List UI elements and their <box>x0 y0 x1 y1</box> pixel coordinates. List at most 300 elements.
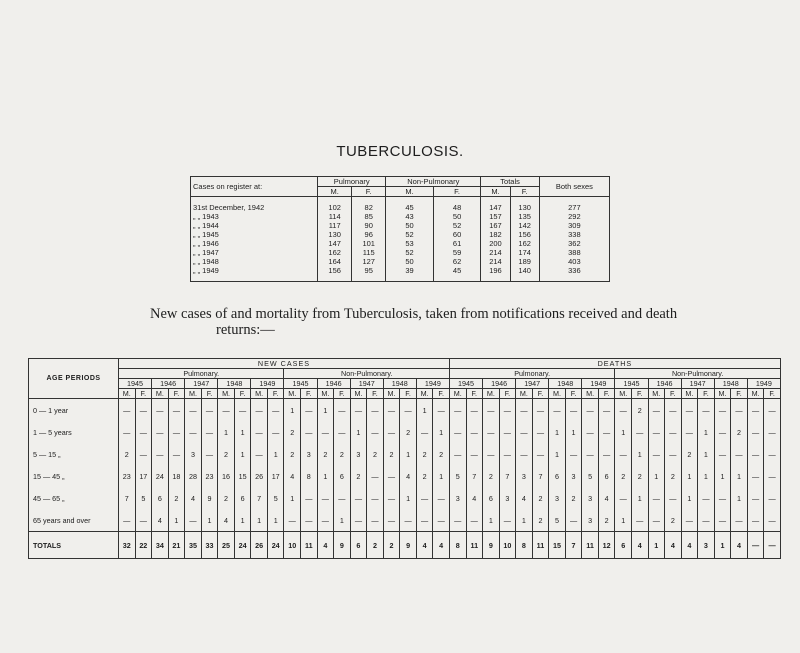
group-header: Non-Pulmonary <box>386 177 481 187</box>
year-header: 1948 <box>714 379 747 389</box>
total-cell: 4 <box>317 532 334 559</box>
count-cell: — <box>367 421 384 443</box>
count-cell: — <box>764 399 781 422</box>
count-cell: — <box>681 421 698 443</box>
register-cell: 338 <box>539 230 609 239</box>
sex-header: F. <box>135 389 152 399</box>
count-cell: — <box>665 399 682 422</box>
year-header: 1948 <box>218 379 251 389</box>
count-cell: — <box>714 421 731 443</box>
count-cell: — <box>681 509 698 532</box>
count-cell: — <box>119 421 136 443</box>
count-cell: 2 <box>218 487 235 509</box>
sex-header: M. <box>549 389 566 399</box>
count-cell: 5 <box>549 509 566 532</box>
count-cell: 2 <box>416 465 433 487</box>
count-cell: — <box>301 509 318 532</box>
year-header: 1945 <box>284 379 317 389</box>
age-period-label: 65 years and over <box>33 515 91 525</box>
sex-header: M. <box>383 389 400 399</box>
count-cell: — <box>698 487 715 509</box>
register-row-label: 31st December, 1942 <box>193 203 265 212</box>
year-header: 1946 <box>152 379 185 389</box>
count-cell: — <box>714 443 731 465</box>
count-cell: 5 <box>135 487 152 509</box>
total-cell: 4 <box>731 532 748 559</box>
year-header: 1947 <box>516 379 549 389</box>
age-period-label: 45 — 65 „ <box>33 493 65 503</box>
count-cell: — <box>367 487 384 509</box>
register-row <box>191 221 610 230</box>
count-cell: 2 <box>615 465 632 487</box>
count-cell: 15 <box>234 465 251 487</box>
count-cell: — <box>152 399 169 422</box>
count-cell: — <box>201 443 218 465</box>
sex-header: M. <box>251 389 268 399</box>
sex-header: F. <box>764 389 781 399</box>
sex-header: F. <box>267 389 284 399</box>
count-cell: 1 <box>549 421 566 443</box>
count-cell: 6 <box>549 465 566 487</box>
count-cell: — <box>565 399 582 422</box>
register-cell: 48 <box>433 203 481 212</box>
count-cell: — <box>731 399 748 422</box>
total-cell: 3 <box>698 532 715 559</box>
count-cell: 1 <box>168 509 185 532</box>
count-cell: 2 <box>565 487 582 509</box>
count-cell: 1 <box>698 421 715 443</box>
count-cell: — <box>449 509 466 532</box>
count-cell: 6 <box>334 465 351 487</box>
count-cell: — <box>532 399 549 422</box>
register-cell: 45 <box>433 266 481 275</box>
count-cell: — <box>598 399 615 422</box>
count-cell: — <box>714 509 731 532</box>
count-cell: — <box>698 399 715 422</box>
count-cell: — <box>383 399 400 422</box>
count-cell: 1 <box>251 509 268 532</box>
intro-line-1: New cases of and mortality from Tuberculosis, taken from notifications received and death <box>150 306 678 322</box>
count-cell: 2 <box>433 443 450 465</box>
total-cell: 9 <box>483 532 500 559</box>
count-cell: 3 <box>516 465 533 487</box>
count-cell: 2 <box>168 487 185 509</box>
count-cell: — <box>185 421 202 443</box>
year-header: 1946 <box>648 379 681 389</box>
cases-register-table <box>190 176 610 282</box>
register-cell: 157 <box>481 212 510 221</box>
count-cell: — <box>516 399 533 422</box>
group-header: Totals <box>481 177 539 187</box>
count-cell: — <box>615 399 632 422</box>
count-cell: — <box>549 399 566 422</box>
register-cell: 214 <box>481 257 510 266</box>
sex-header: M. <box>747 389 764 399</box>
count-cell: 1 <box>267 443 284 465</box>
count-cell: 3 <box>565 465 582 487</box>
count-cell: 2 <box>598 509 615 532</box>
sex-header: F. <box>433 389 450 399</box>
count-cell: 2 <box>665 465 682 487</box>
register-cell: 45 <box>386 203 434 212</box>
count-cell: — <box>251 443 268 465</box>
register-cell: 101 <box>352 239 386 248</box>
register-cell: 174 <box>510 248 539 257</box>
count-cell: — <box>615 443 632 465</box>
sex-header: F. <box>510 187 539 197</box>
register-cell: 52 <box>386 248 434 257</box>
sex-header: F. <box>201 389 218 399</box>
count-cell: — <box>631 421 648 443</box>
register-cell: 182 <box>481 230 510 239</box>
year-header: 1949 <box>251 379 284 389</box>
count-cell: 2 <box>334 443 351 465</box>
register-cell: 140 <box>510 266 539 275</box>
count-cell: — <box>582 399 599 422</box>
register-cell: 277 <box>539 203 609 212</box>
count-cell: 2 <box>218 443 235 465</box>
register-cell: 309 <box>539 221 609 230</box>
sex-header: F. <box>234 389 251 399</box>
count-cell: 1 <box>631 487 648 509</box>
total-cell: 1 <box>714 532 731 559</box>
age-row <box>29 487 781 509</box>
register-cell: 130 <box>510 203 539 212</box>
count-cell: — <box>714 399 731 422</box>
count-cell: 5 <box>449 465 466 487</box>
count-cell: — <box>416 421 433 443</box>
new-cases-header: NEW CASES <box>119 359 450 369</box>
count-cell: 1 <box>698 465 715 487</box>
count-cell: — <box>168 443 185 465</box>
register-cell: 162 <box>510 239 539 248</box>
total-cell: 11 <box>466 532 483 559</box>
register-cell: 52 <box>386 230 434 239</box>
sex-header: F. <box>301 389 318 399</box>
register-cell: 85 <box>352 212 386 221</box>
count-cell: — <box>532 421 549 443</box>
year-header: 1947 <box>185 379 218 389</box>
count-cell: — <box>185 399 202 422</box>
register-cell: 388 <box>539 248 609 257</box>
register-cell: 115 <box>352 248 386 257</box>
count-cell: — <box>317 487 334 509</box>
count-cell: 7 <box>532 465 549 487</box>
count-cell: — <box>598 421 615 443</box>
count-cell: — <box>764 487 781 509</box>
count-cell: — <box>648 399 665 422</box>
register-cell: 50 <box>386 257 434 266</box>
total-cell: 35 <box>185 532 202 559</box>
count-cell: 2 <box>681 443 698 465</box>
count-cell: — <box>267 421 284 443</box>
count-cell: 1 <box>284 487 301 509</box>
count-cell: — <box>747 399 764 422</box>
count-cell: 1 <box>516 509 533 532</box>
age-row <box>29 465 781 487</box>
count-cell: 1 <box>234 421 251 443</box>
group-header: Both sexes <box>539 177 609 197</box>
register-cell: 336 <box>539 266 609 275</box>
count-cell: — <box>764 421 781 443</box>
count-cell: 2 <box>400 421 417 443</box>
count-cell: 1 <box>615 509 632 532</box>
register-row <box>191 230 610 239</box>
register-row <box>191 257 610 266</box>
count-cell: 2 <box>532 487 549 509</box>
count-cell: 23 <box>201 465 218 487</box>
total-cell: 2 <box>367 532 384 559</box>
count-cell: 1 <box>631 443 648 465</box>
count-cell: — <box>582 421 599 443</box>
count-cell: 1 <box>201 509 218 532</box>
count-cell: — <box>731 509 748 532</box>
count-cell: 3 <box>185 443 202 465</box>
totals-row <box>29 532 781 559</box>
sex-header: F. <box>598 389 615 399</box>
year-header: 1948 <box>383 379 416 389</box>
count-cell: 1 <box>267 509 284 532</box>
count-cell: 1 <box>483 509 500 532</box>
count-cell: — <box>367 465 384 487</box>
count-cell: — <box>466 509 483 532</box>
count-cell: — <box>698 509 715 532</box>
count-cell: — <box>168 421 185 443</box>
count-cell: 2 <box>284 443 301 465</box>
count-cell: 2 <box>284 421 301 443</box>
register-row-label: „ „ 1949 <box>193 266 219 275</box>
sex-header: M. <box>284 389 301 399</box>
year-header: 1946 <box>483 379 516 389</box>
count-cell: — <box>135 509 152 532</box>
total-cell: — <box>747 532 764 559</box>
register-cell: 95 <box>352 266 386 275</box>
register-row <box>191 212 610 221</box>
total-cell: 2 <box>383 532 400 559</box>
register-row-label: „ „ 1943 <box>193 212 219 221</box>
total-cell: 4 <box>681 532 698 559</box>
count-cell: — <box>135 399 152 422</box>
sex-header: F. <box>400 389 417 399</box>
sex-header: F. <box>565 389 582 399</box>
year-header: 1949 <box>416 379 449 389</box>
count-cell: — <box>301 399 318 422</box>
total-cell: 10 <box>284 532 301 559</box>
count-cell: 1 <box>400 487 417 509</box>
count-cell: 3 <box>350 443 367 465</box>
count-cell: — <box>499 399 516 422</box>
register-row <box>191 203 610 212</box>
count-cell: — <box>565 509 582 532</box>
totals-label: TOTALS <box>29 532 119 559</box>
register-cell: 52 <box>433 221 481 230</box>
total-cell: 4 <box>665 532 682 559</box>
count-cell: — <box>334 487 351 509</box>
intro-text <box>150 306 677 338</box>
count-cell: — <box>433 509 450 532</box>
count-cell: 6 <box>234 487 251 509</box>
count-cell: 1 <box>565 421 582 443</box>
sex-header: M. <box>185 389 202 399</box>
count-cell: 5 <box>582 465 599 487</box>
count-cell: — <box>648 421 665 443</box>
sex-header: M. <box>386 187 434 197</box>
register-row-label: „ „ 1947 <box>193 248 219 257</box>
year-header: 1948 <box>549 379 582 389</box>
count-cell: 2 <box>317 443 334 465</box>
count-cell: 4 <box>400 465 417 487</box>
total-cell: 8 <box>516 532 533 559</box>
count-cell: — <box>119 399 136 422</box>
sex-header: M. <box>449 389 466 399</box>
count-cell: — <box>301 487 318 509</box>
count-cell: — <box>731 443 748 465</box>
register-cell: 82 <box>352 203 386 212</box>
count-cell: — <box>449 421 466 443</box>
count-cell: 1 <box>731 487 748 509</box>
count-cell: — <box>152 443 169 465</box>
sex-header: M. <box>648 389 665 399</box>
count-cell: 17 <box>267 465 284 487</box>
total-cell: 24 <box>234 532 251 559</box>
count-cell: 24 <box>152 465 169 487</box>
count-cell: 1 <box>731 465 748 487</box>
register-cell: 156 <box>510 230 539 239</box>
sex-header: F. <box>499 389 516 399</box>
register-cell: 135 <box>510 212 539 221</box>
count-cell: 2 <box>383 443 400 465</box>
sex-header: F. <box>532 389 549 399</box>
count-cell: 7 <box>499 465 516 487</box>
count-cell: — <box>185 509 202 532</box>
sex-header: M. <box>516 389 533 399</box>
year-header: 1945 <box>615 379 648 389</box>
register-cell: 162 <box>318 248 352 257</box>
count-cell: — <box>499 443 516 465</box>
count-cell: — <box>367 509 384 532</box>
register-cell: 167 <box>481 221 510 230</box>
year-header: 1947 <box>350 379 383 389</box>
age-row <box>29 421 781 443</box>
total-cell: 11 <box>301 532 318 559</box>
count-cell: — <box>582 443 599 465</box>
count-cell: — <box>747 443 764 465</box>
register-cell: 62 <box>433 257 481 266</box>
count-cell: 1 <box>284 399 301 422</box>
total-cell: 4 <box>631 532 648 559</box>
register-cell: 61 <box>433 239 481 248</box>
count-cell: 7 <box>466 465 483 487</box>
count-cell: 1 <box>234 509 251 532</box>
count-cell: 1 <box>549 443 566 465</box>
total-cell: 10 <box>499 532 516 559</box>
sex-header: M. <box>582 389 599 399</box>
count-cell: — <box>665 421 682 443</box>
count-cell: 4 <box>218 509 235 532</box>
count-cell: 3 <box>499 487 516 509</box>
count-cell: 1 <box>698 443 715 465</box>
count-cell: — <box>267 399 284 422</box>
age-period-label: 1 — 5 years <box>33 427 72 437</box>
year-header: 1947 <box>681 379 714 389</box>
sex-header: F. <box>367 389 384 399</box>
type-header: Pulmonary. <box>119 369 284 379</box>
type-header: Non-Pulmonary. <box>284 369 449 379</box>
count-cell: — <box>648 509 665 532</box>
total-cell: 34 <box>152 532 169 559</box>
count-cell: — <box>466 421 483 443</box>
count-cell: 18 <box>168 465 185 487</box>
count-cell: — <box>631 509 648 532</box>
register-cell: 164 <box>318 257 352 266</box>
count-cell: 3 <box>301 443 318 465</box>
count-cell: 2 <box>367 443 384 465</box>
count-cell: — <box>764 443 781 465</box>
count-cell: — <box>350 509 367 532</box>
count-cell: — <box>152 421 169 443</box>
count-cell: 6 <box>152 487 169 509</box>
sex-header: F. <box>665 389 682 399</box>
count-cell: 7 <box>251 487 268 509</box>
register-row <box>191 239 610 248</box>
register-cell: 156 <box>318 266 352 275</box>
count-cell: 17 <box>135 465 152 487</box>
register-cell: 60 <box>433 230 481 239</box>
register-cell: 59 <box>433 248 481 257</box>
count-cell: 2 <box>416 443 433 465</box>
count-cell: — <box>119 509 136 532</box>
count-cell: — <box>747 465 764 487</box>
count-cell: — <box>714 487 731 509</box>
register-cell: 200 <box>481 239 510 248</box>
count-cell: 2 <box>631 399 648 422</box>
total-cell: 8 <box>449 532 466 559</box>
register-cell: 43 <box>386 212 434 221</box>
count-cell: 2 <box>350 465 367 487</box>
total-cell: 26 <box>251 532 268 559</box>
count-cell: — <box>466 443 483 465</box>
age-period-label: 5 — 15 „ <box>33 449 61 459</box>
sex-header: F. <box>433 187 481 197</box>
count-cell: — <box>251 421 268 443</box>
count-cell: 6 <box>483 487 500 509</box>
register-cell: 39 <box>386 266 434 275</box>
count-cell: 1 <box>416 399 433 422</box>
total-cell: 11 <box>582 532 599 559</box>
count-cell: 1 <box>317 399 334 422</box>
total-cell: 1 <box>648 532 665 559</box>
sex-header: M. <box>350 389 367 399</box>
count-cell: — <box>234 399 251 422</box>
count-cell: — <box>383 465 400 487</box>
sex-header: M. <box>318 187 352 197</box>
count-cell: — <box>251 399 268 422</box>
register-cell: 147 <box>318 239 352 248</box>
count-cell: — <box>598 443 615 465</box>
count-cell: 4 <box>466 487 483 509</box>
count-cell: 2 <box>731 421 748 443</box>
count-cell: — <box>135 443 152 465</box>
age-period-label: 0 — 1 year <box>33 405 69 415</box>
count-cell: 1 <box>317 465 334 487</box>
year-header: 1946 <box>317 379 350 389</box>
count-cell: 4 <box>516 487 533 509</box>
sex-header: M. <box>218 389 235 399</box>
cases-caption: Cases on register at: <box>191 177 318 197</box>
count-cell: — <box>499 509 516 532</box>
count-cell: — <box>350 399 367 422</box>
total-cell: 24 <box>267 532 284 559</box>
